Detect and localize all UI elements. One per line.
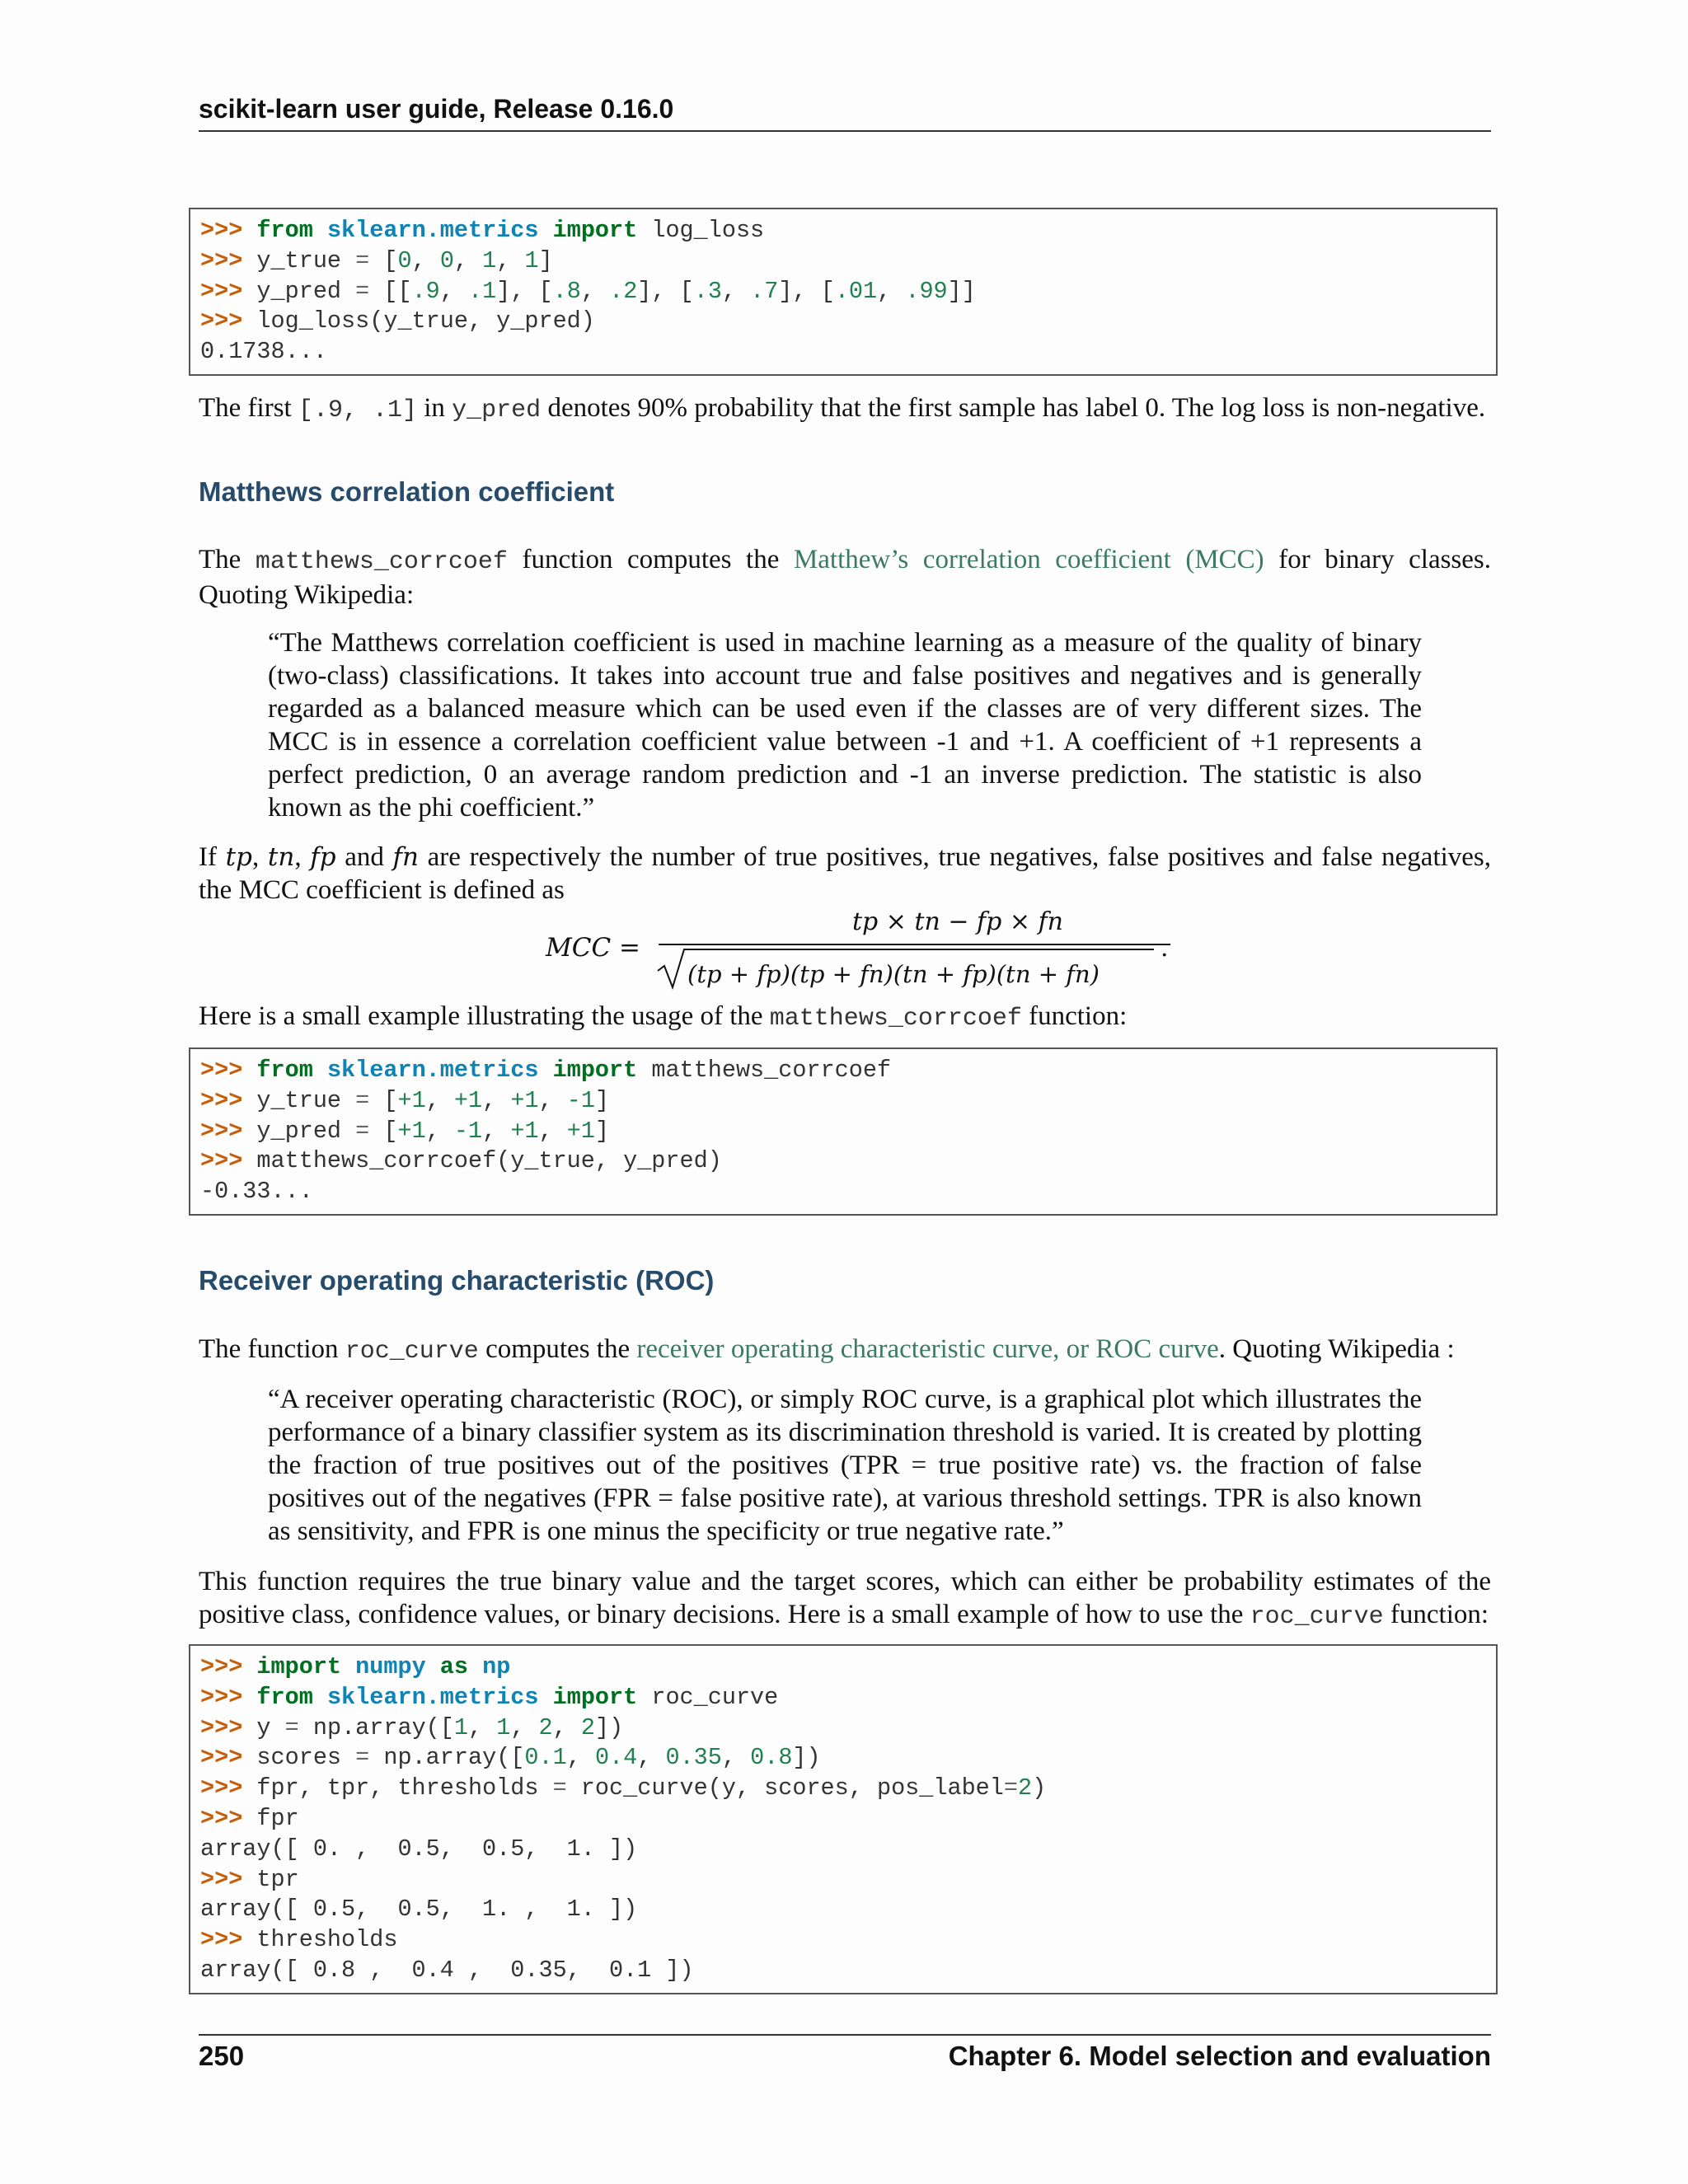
inline-code: matthews_corrcoef (769, 1005, 1022, 1033)
code-line: array([ 0. , 0.5, 0.5, 1. ]) (200, 1835, 638, 1863)
inline-code: roc_curve (345, 1338, 479, 1366)
code-line: >>> tpr (200, 1865, 299, 1893)
code-line: -0.33... (200, 1178, 313, 1206)
code-line: >>> matthews_corrcoef(y_true, y_pred) (200, 1147, 722, 1175)
logloss-explanation: The first [.9, .1] in y_pred denotes 90% probability that the first sample has label 0. The log loss is non-negative. (199, 393, 1486, 424)
code-line: array([ 0.8 , 0.4 , 0.35, 0.1 ]) (200, 1956, 694, 1984)
code-line: >>> y_pred = [[.9, .1], [.8, .2], [.3, .7], [.01, .99]] (200, 277, 976, 305)
inline-code: [.9, .1] (298, 396, 417, 424)
roc-intro: The function roc_curve computes the receiver operating characteristic curve, or ROC curve. Quoting Wikipedia : (199, 1334, 1455, 1366)
formula-lhs: MCC = (546, 933, 641, 963)
code-line: >>> from sklearn.metrics import roc_curve (200, 1683, 779, 1711)
code-line: >>> log_loss(y_true, y_pred) (200, 307, 595, 335)
mcc-wikipedia-link[interactable]: Matthew’s correlation coefficient (MCC) (793, 545, 1264, 574)
mcc-formula (544, 905, 1170, 996)
inline-code: y_pred (452, 396, 542, 424)
code-line: array([ 0.5, 0.5, 1. , 1. ]) (200, 1896, 638, 1924)
code-line: >>> y = np.array([1, 1, 2, 2]) (200, 1713, 624, 1741)
code-line: >>> scores = np.array([0.1, 0.4, 0.35, 0.8]) (200, 1744, 821, 1772)
mcc-intro: The matthews_corrcoef function computes the Matthew’s correlation coefficient (MCC) for binary classes. Quoting Wikipedia: (199, 545, 1492, 610)
formula-numerator: tp × tn − fp × fn (852, 907, 1063, 936)
roc-wikipedia-link[interactable]: receiver operating characteristic curve, or ROC curve (636, 1334, 1219, 1364)
mcc-example-intro: Here is a small example illustrating the usage of the matthews_corrcoef function: (199, 1001, 1128, 1033)
code-line: >>> y_true = [+1, +1, +1, -1] (200, 1086, 610, 1114)
inline-code: roc_curve (1250, 1603, 1384, 1631)
code-line: >>> y_pred = [+1, -1, +1, +1] (200, 1117, 610, 1145)
chapter-title: Chapter 6. Model selection and evaluation (948, 2041, 1491, 2071)
code-line: >>> from sklearn.metrics import matthews_corrcoef (200, 1057, 892, 1084)
code-line: >>> import numpy as np (200, 1653, 511, 1680)
page-header (199, 92, 1491, 132)
roc-code-block (189, 1644, 1498, 1994)
roc-section-heading: Receiver operating characteristic (ROC) (199, 1265, 715, 1296)
formula-period: . (1160, 934, 1169, 963)
mcc-code-block (189, 1047, 1498, 1216)
code-line: >>> from sklearn.metrics import log_loss (200, 217, 765, 244)
roc-requirements: This function requires the true binary value and the target scores, which can either be probability estimates of the positive class, confidence values, or binary decisions. Here is a small example of how to use the roc_curve function: (199, 1567, 1491, 1631)
formula-denominator: (tp + fp)(tp + fn)(tn + fp)(tn + fn) (687, 960, 1100, 988)
code-line: >>> thresholds (200, 1926, 398, 1954)
roc-quote: “A receiver operating characteristic (ROC), or simply ROC curve, is a graphical plot which illustrates the performance of a binary classifier system as its discrimination threshold is varied. It is created by plotting the fraction of true positives out of the positives (TPR = true positive rate) vs. the fraction of false positives out of the negatives (FPR = false positive rate), at various threshold settings. TPR is also known as sensitivity, and FPR is one minus the specificity or true negative rate.” (268, 1385, 1422, 1546)
logloss-code-block (189, 208, 1498, 376)
code-line: >>> y_true = [0, 0, 1, 1] (200, 246, 553, 274)
code-line: >>> fpr (200, 1804, 299, 1832)
mcc-quote: “The Matthews correlation coefficient is used in machine learning as a measure of the quality of binary (two-class) classifications. It takes into account true and false positives and negatives and is generally regarded as a balanced measure which can be used even if the classes are of very different sizes. The MCC is in essence a correlation coefficient value between -1 and +1. A coefficient of +1 represents a perfect prediction, 0 an average random prediction and -1 an inverse prediction. The statistic is also known as the phi coefficient.” (268, 628, 1422, 823)
code-line: >>> fpr, tpr, thresholds = roc_curve(y, scores, pos_label=2) (200, 1774, 1047, 1802)
mcc-section-heading: Matthews correlation coefficient (199, 476, 615, 507)
header-title: scikit-learn user guide, Release 0.16.0 (199, 94, 674, 124)
inline-code: matthews_corrcoef (255, 548, 508, 576)
code-line: 0.1738... (200, 338, 327, 366)
page-number: 250 (199, 2041, 245, 2071)
footer-rule (199, 2034, 1491, 2036)
mcc-definition: If tp, tn, fp and fn are respectively the number of true positives, true negatives, false positives and false negatives, the MCC coefficient is defined as (199, 842, 1492, 905)
